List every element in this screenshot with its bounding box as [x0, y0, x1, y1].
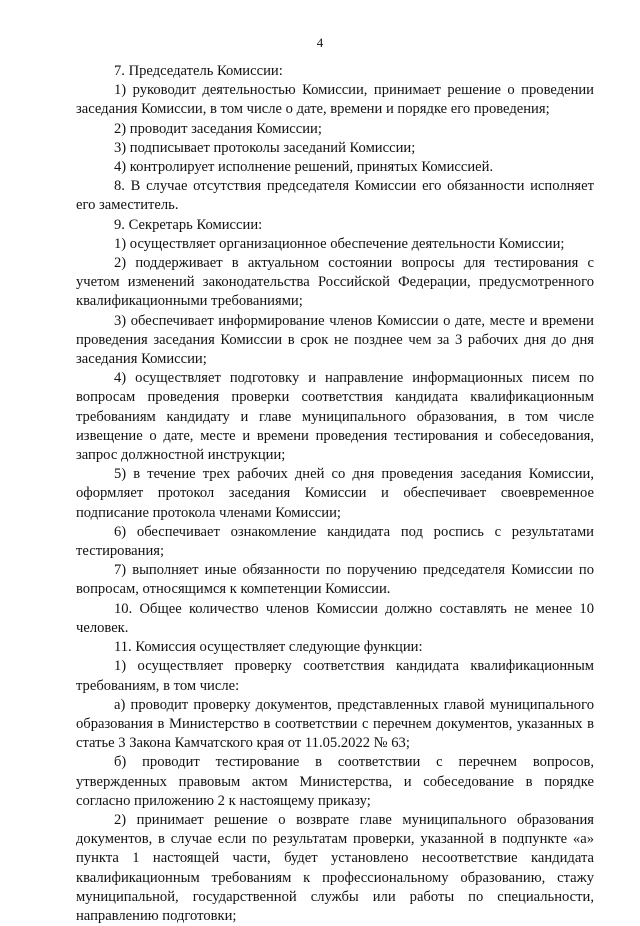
paragraph-9-item-7: 7) выполняет иные обязанности по поручению председателя Комиссии по вопросам, относящимся к компетенции Комиссии.	[76, 562, 594, 598]
page-number: 4	[316, 35, 324, 50]
paragraph-11-item-1: 1) осуществляет проверку соответствия кандидата квалификационным требованиям, в том числе:	[76, 658, 594, 694]
paragraph-11-item-2: 2) принимает решение о возврате главе муниципального образования документов, в случае если по результатам проверки, указанной в подпункте «а» пункта 1 настоящей части, будет установлено несоответствие кандидата квалификационным требованиям к профессиональному образованию, стажу муниципальной, государственной службы или работы по специальности, направлению подготовки;	[76, 811, 594, 924]
paragraph-9-item-2: 2) поддерживает в актуальном состоянии вопросы для тестирования с учетом изменений законодательства Российской Федерации, предусмотренного квалификационными требованиями;	[76, 255, 594, 310]
paragraph-7-item-4: 4) контролирует исполнение решений, принятых Комиссией.	[114, 159, 494, 176]
paragraph-7-heading: 7. Председатель Комиссии:	[114, 63, 283, 79]
paragraph-7-item-1: 1) руководит деятельностью Комиссии, принимает решение о проведении заседания Комиссии, в том числе о дате, времени и порядке его проведения;	[76, 82, 594, 118]
document-body	[76, 62, 594, 926]
paragraph-11-heading: 11. Комиссия осуществляет следующие функции:	[114, 639, 423, 656]
paragraph-10: 10. Общее количество членов Комиссии должно составлять не менее 10 человек.	[76, 600, 594, 636]
paragraph-9-item-1: 1) осуществляет организационное обеспечение деятельности Комиссии;	[114, 235, 565, 252]
paragraph-9-item-6: 6) обеспечивает ознакомление кандидата под роспись с результатами тестирования;	[76, 523, 594, 560]
paragraph-8: 8. В случае отсутствия председателя Комиссии его обязанности исполняет его заместитель.	[76, 178, 594, 214]
paragraph-9-item-4: 4) осуществляет подготовку и направление информационных писем по вопросам проведения проверки соответствия кандидата квалификационным требованиям кандидату и главе муниципального образования, в том числе извещение о дате, месте и времени проведения тестирования и собеседования, запрос должностной инструкции;	[76, 370, 594, 464]
paragraph-7-item-3: 3) подписывает протоколы заседаний Комиссии;	[114, 139, 416, 156]
paragraph-11-item-1-a: а) проводит проверку документов, представленных главой муниципального образования в Министерство в соответствии с перечнем документов, указанных в статье 3 Закона Камчатского края от 11.05.2022 № 63;	[76, 696, 594, 752]
paragraph-7-item-2: 2) проводит заседания Комиссии;	[114, 120, 322, 137]
paragraph-9-item-5: 5) в течение трех рабочих дней со дня проведения заседания Комиссии, оформляет протокол заседания Комиссии и обеспечивает своевременное подписание протокола членами Комиссии;	[76, 466, 594, 521]
paragraph-11-item-1-b: б) проводит тестирование в соответствии с перечнем вопросов, утвержденных правовым актом Министерства, и собеседование в порядке согласно приложению 2 к настоящему приказу;	[76, 754, 594, 809]
paragraph-9-heading: 9. Секретарь Комиссии:	[114, 216, 263, 233]
paragraph-9-item-3: 3) обеспечивает информирование членов Комиссии о дате, месте и времени проведения заседания Комиссии в срок не позднее чем за 3 рабочих дня до дня заседания Комиссии;	[76, 312, 594, 368]
